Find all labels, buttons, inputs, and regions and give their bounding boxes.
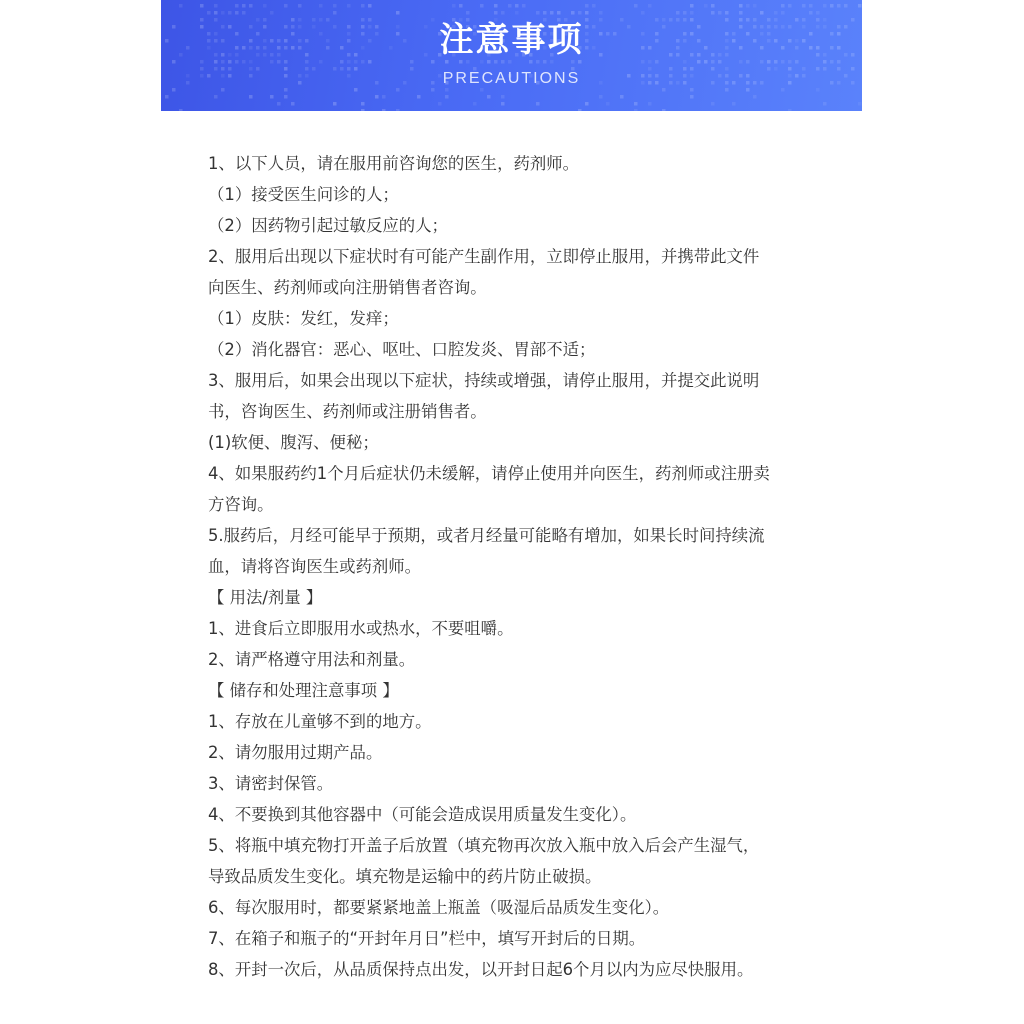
text-line: 4、如果服药约1个月后症状仍未缓解，请停止使用并向医生，药剂师或注册卖 [208, 464, 770, 483]
text-line: 1、存放在儿童够不到的地方。 [208, 712, 432, 731]
text-line: 7、在箱子和瓶子的“开封年月日”栏中，填写开封后的日期。 [208, 929, 646, 948]
text-line: 5.服药后，月经可能早于预期，或者月经量可能略有增加，如果长时间持续流 [208, 526, 765, 545]
text-line: 3、请密封保管。 [208, 774, 334, 793]
text-line: 2、服用后出现以下症状时有可能产生副作用，立即停止服用，并携带此文件 [208, 247, 760, 266]
text-line: 【 储存和处理注意事项 】 [208, 681, 399, 700]
text-line: 2、请严格遵守用法和剂量。 [208, 650, 416, 669]
text-line: 导致品质发生变化。填充物是运输中的药片防止破损。 [208, 867, 602, 886]
text-line: 8、开封一次后，从品质保持点出发，以开封日起6个月以内为应尽快服用。 [208, 960, 754, 979]
text-line: （2）因药物引起过敏反应的人； [208, 216, 448, 235]
text-line: (1)软便、腹泻、便秘； [208, 433, 379, 452]
text-line: 2、请勿服用过期产品。 [208, 743, 383, 762]
text-line: 【 用法/剂量 】 [208, 588, 323, 607]
text-line: 3、服用后，如果会出现以下症状，持续或增强，请停止服用，并提交此说明 [208, 371, 760, 390]
text-line: （1）皮肤：发红，发痒； [208, 309, 399, 328]
page-title: 注意事项 [439, 20, 584, 60]
text-line: 方咨询。 [208, 495, 274, 514]
header-banner [161, 0, 862, 111]
text-line: 1、进食后立即服用水或热水，不要咀嚼。 [208, 619, 514, 638]
page-subtitle: PRECAUTIONS [442, 70, 581, 87]
text-line: 向医生、药剂师或向注册销售者咨询。 [208, 278, 487, 297]
text-line: 6、每次服用时，都要紧紧地盖上瓶盖（吸湿后品质发生变化）。 [208, 898, 670, 917]
text-line: 1、以下人员，请在服用前咨询您的医生，药剂师。 [208, 154, 580, 173]
precautions-text [208, 148, 828, 985]
text-line: （2）消化器官：恶心、呕吐、口腔发炎、胃部不适； [208, 340, 596, 359]
text-line: （1）接受医生问诊的人； [208, 185, 399, 204]
text-line: 书，咨询医生、药剂师或注册销售者。 [208, 402, 487, 421]
text-line: 5、将瓶中填充物打开盖子后放置（填充物再次放入瓶中放入后会产生湿气， [208, 836, 760, 855]
text-line: 血，请将咨询医生或药剂师。 [208, 557, 422, 576]
text-line: 4、不要换到其他容器中（可能会造成误用质量发生变化）。 [208, 805, 637, 824]
